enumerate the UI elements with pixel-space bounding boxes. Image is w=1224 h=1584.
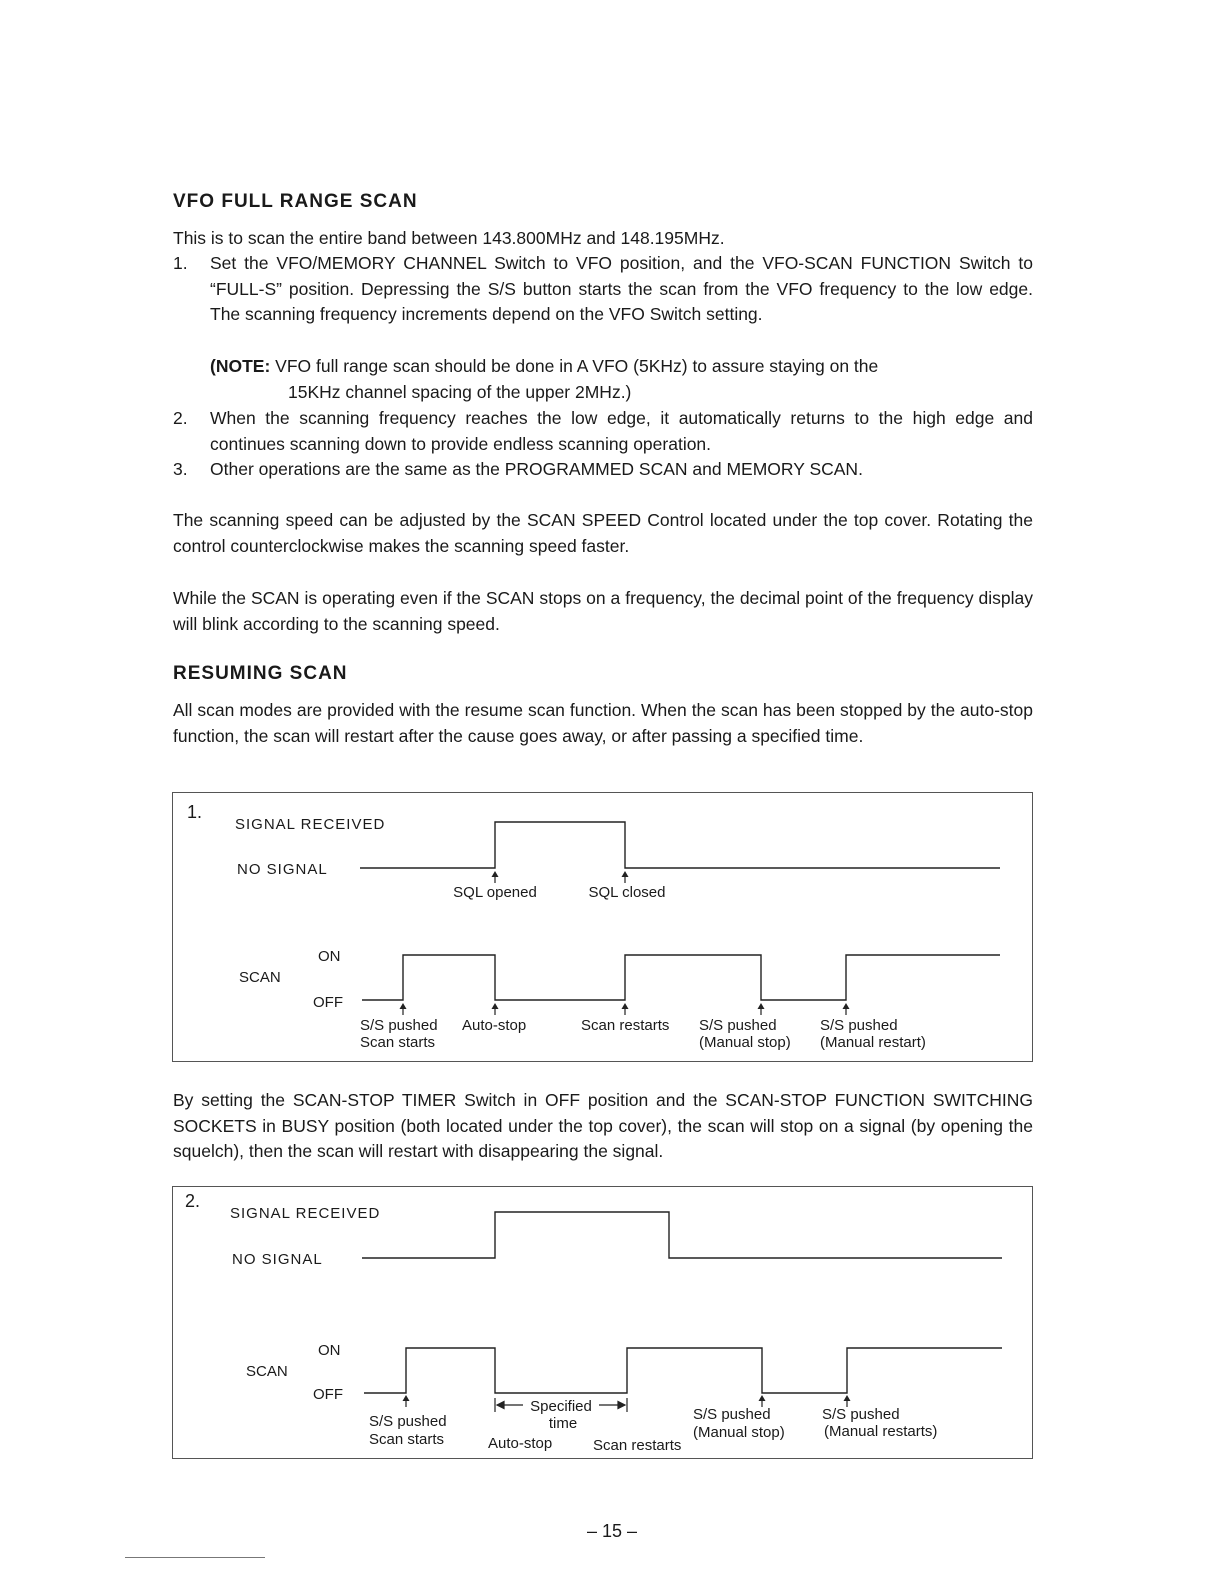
resume-paragraph: All scan modes are provided with the resume scan function. When the scan has been stopped by the auto-stop function, the scan will restart after the cause goes away, or after passing a specified time. bbox=[173, 700, 1033, 746]
timing-diagram-2-svg bbox=[173, 1187, 1032, 1458]
timing-diagram-2 bbox=[172, 1186, 1033, 1459]
up-arrow-icon bbox=[622, 1003, 629, 1015]
label-sql-closed: SQL closed bbox=[588, 884, 666, 901]
list-item-number: 1. bbox=[173, 253, 188, 273]
label-auto-stop: Auto-stop bbox=[488, 1435, 553, 1452]
note-line-1: VFO full range scan should be done in A VFO (5KHz) to assure staying on the bbox=[270, 356, 879, 376]
label-signal-received: SIGNAL RECEIVED bbox=[230, 1205, 381, 1222]
page-number: – 15 – bbox=[586, 1521, 638, 1541]
up-arrow-icon bbox=[400, 1003, 407, 1015]
label-off: OFF bbox=[313, 1386, 343, 1403]
decimal-blink-paragraph: While the SCAN is operating even if the SCAN stops on a frequency, the decimal point of the frequency display will blink according to the scanning speed. bbox=[173, 588, 1033, 634]
footer-rule bbox=[125, 1557, 265, 1558]
label-scan-starts: Scan starts bbox=[360, 1034, 436, 1051]
note-lead: (NOTE: bbox=[210, 356, 271, 376]
vfo-note bbox=[210, 354, 1033, 405]
label-time: time bbox=[548, 1415, 578, 1432]
list-item-text: Set the VFO/MEMORY CHANNEL Switch to VFO position, and the VFO-SCAN FUNCTION Switch to “FULL-S” position. Depressing the S/S button starts the scan from the VFO frequency to the low edge. The scanning frequency increments depend on the VFO Switch setting. bbox=[210, 253, 1033, 324]
up-arrow-icon bbox=[403, 1395, 410, 1407]
label-ss-pushed: S/S pushed bbox=[822, 1406, 900, 1423]
label-manual-restarts: (Manual restarts) bbox=[824, 1423, 938, 1440]
heading-resuming-scan: RESUMING SCAN bbox=[173, 663, 348, 684]
label-auto-stop: Auto-stop bbox=[462, 1017, 527, 1034]
label-no-signal: NO SIGNAL bbox=[232, 1251, 323, 1268]
label-scan: SCAN bbox=[246, 1363, 288, 1380]
up-arrow-icon bbox=[492, 871, 499, 883]
timing-diagram-1 bbox=[172, 792, 1033, 1062]
heading-vfo-full-range-scan: VFO FULL RANGE SCAN bbox=[173, 191, 418, 212]
figure-number: 1. bbox=[187, 802, 203, 822]
busy-position-paragraph: By setting the SCAN-STOP TIMER Switch in OFF position and the SCAN-STOP FUNCTION SWITCHING SOCKETS in BUSY position (both located under the top cover), the scan will stop on a signal (by opening the squelch), then the scan will restart with disappearing the signal. bbox=[173, 1090, 1033, 1161]
label-ss-pushed: S/S pushed bbox=[699, 1017, 777, 1034]
up-arrow-icon bbox=[843, 1003, 850, 1015]
list-item-text: When the scanning frequency reaches the low edge, it automatically returns to the high edge and continues scanning down to provide endless scanning operation. bbox=[210, 408, 1033, 454]
label-on: ON bbox=[318, 1342, 341, 1359]
label-ss-pushed: S/S pushed bbox=[820, 1017, 898, 1034]
label-manual-stop: (Manual stop) bbox=[693, 1424, 785, 1441]
up-arrow-icon bbox=[622, 871, 629, 883]
label-scan: SCAN bbox=[239, 969, 281, 986]
scan-waveform bbox=[364, 1348, 1002, 1393]
label-no-signal: NO SIGNAL bbox=[237, 861, 328, 878]
signal-waveform bbox=[360, 822, 1000, 868]
list-item-number: 3. bbox=[173, 459, 188, 479]
list-item-text: Other operations are the same as the PROGRAMMED SCAN and MEMORY SCAN. bbox=[210, 459, 863, 479]
label-on: ON bbox=[318, 948, 341, 965]
label-scan-restarts: Scan restarts bbox=[593, 1437, 682, 1454]
label-specified: Specified bbox=[530, 1398, 592, 1415]
note-line-2: 15KHz channel spacing of the upper 2MHz.) bbox=[288, 381, 632, 402]
list-item-number: 2. bbox=[173, 408, 188, 428]
label-signal-received: SIGNAL RECEIVED bbox=[235, 816, 386, 833]
figure-number: 2. bbox=[185, 1191, 201, 1211]
label-sql-opened: SQL opened bbox=[453, 884, 537, 901]
label-ss-pushed: S/S pushed bbox=[360, 1017, 438, 1034]
label-ss-pushed: S/S pushed bbox=[693, 1406, 771, 1423]
label-manual-stop: (Manual stop) bbox=[699, 1034, 791, 1051]
vfo-intro: This is to scan the entire band between 143.800MHz and 148.195MHz. bbox=[173, 228, 725, 248]
label-ss-pushed: S/S pushed bbox=[369, 1413, 447, 1430]
label-scan-starts: Scan starts bbox=[369, 1431, 445, 1448]
up-arrow-icon bbox=[492, 1003, 499, 1015]
signal-waveform bbox=[362, 1212, 1002, 1258]
label-scan-restarts: Scan restarts bbox=[581, 1017, 670, 1034]
scan-waveform bbox=[362, 955, 1000, 1000]
label-off: OFF bbox=[313, 994, 343, 1011]
scan-speed-paragraph: The scanning speed can be adjusted by the SCAN SPEED Control located under the top cover. Rotating the control counterclockwise makes the scanning speed faster. bbox=[173, 510, 1033, 556]
up-arrow-icon bbox=[758, 1003, 765, 1015]
timing-diagram-1-svg bbox=[173, 793, 1032, 1061]
label-manual-restart: (Manual restart) bbox=[820, 1034, 926, 1051]
